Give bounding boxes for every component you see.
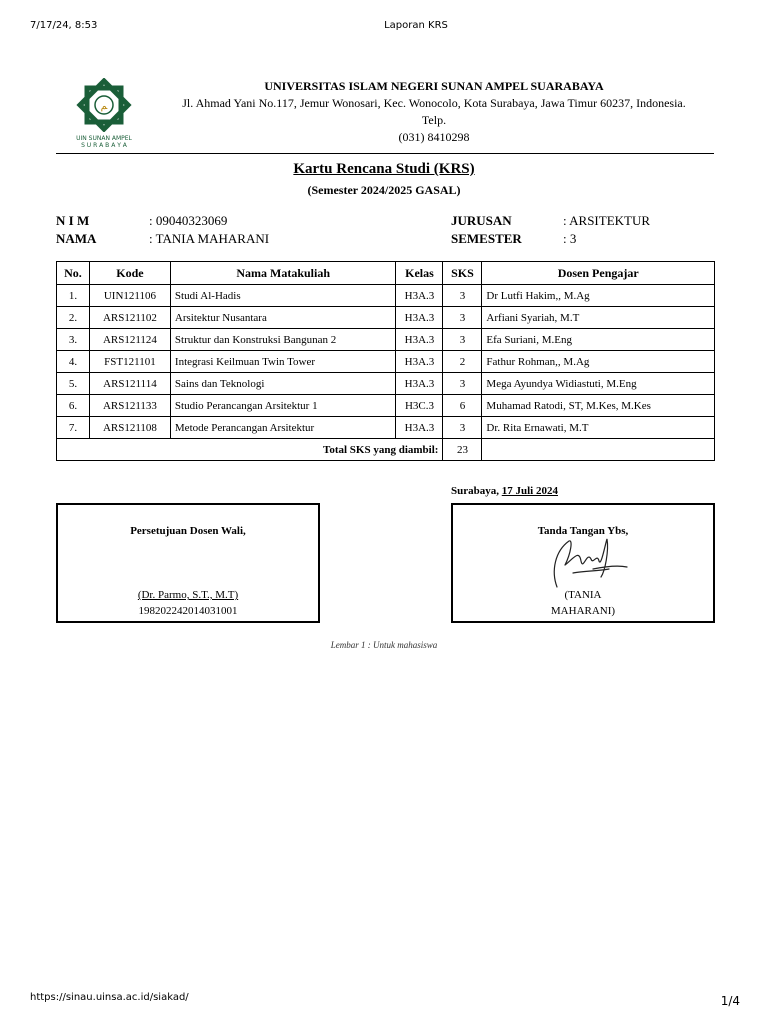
col-header-kelas: Kelas: [396, 262, 443, 285]
letterhead-divider: [56, 153, 714, 154]
total-sks-label: Total SKS yang diambil:: [57, 439, 443, 461]
table-row: [57, 417, 715, 439]
table-row: [57, 307, 715, 329]
advisor-box-title: Persetujuan Dosen Wali,: [130, 525, 246, 537]
cell-no: 1.: [57, 285, 90, 307]
col-header-no: No.: [57, 262, 90, 285]
student-signature-box: [451, 503, 715, 623]
document-subtitle: (Semester 2024/2025 GASAL): [307, 183, 461, 197]
cell-no: 7.: [57, 417, 90, 439]
cell-kode: ARS121114: [89, 373, 170, 395]
cell-sks: 3: [443, 285, 482, 307]
jurusan-value: : ARSITEKTUR: [563, 213, 651, 228]
table-row: [57, 351, 715, 373]
table-row: [57, 373, 715, 395]
cell-dosen: Muhamad Ratodi, ST, M.Kes, M.Kes: [482, 395, 715, 417]
cell-dosen: Fathur Rohman,, M.Ag: [482, 351, 715, 373]
cell-no: 2.: [57, 307, 90, 329]
print-datetime: 7/17/24, 8:53: [30, 20, 98, 31]
table-row: [57, 329, 715, 351]
signing-date: 17 Juli 2024: [501, 485, 558, 497]
university-name: UNIVERSITAS ISLAM NEGERI SUNAN AMPEL SUARABAYA: [264, 79, 604, 93]
cell-dosen: Efa Suriani, M.Eng: [482, 329, 715, 351]
cell-kode: ARS121102: [89, 307, 170, 329]
signing-place: Surabaya,: [451, 485, 499, 497]
logo-text-line1: UIN SUNAN AMPEL: [76, 135, 132, 142]
cell-sks: 2: [443, 351, 482, 373]
semester-value: : 3: [563, 231, 577, 246]
advisor-name: (Dr. Parmo, S.T., M.T): [137, 589, 239, 601]
table-row: [57, 285, 715, 307]
document-title: Kartu Rencana Studi (KRS): [293, 161, 475, 177]
cell-kelas: H3A.3: [396, 351, 443, 373]
cell-no: 4.: [57, 351, 90, 373]
nama-label: NAMA: [56, 231, 97, 246]
total-sks-value: 23: [443, 439, 482, 461]
signature-image: [543, 531, 633, 593]
cell-dosen: Arfiani Syariah, M.T: [482, 307, 715, 329]
student-box-title: Tanda Tangan Ybs,: [537, 525, 629, 537]
cell-dosen: Dr. Rita Ernawati, M.T: [482, 417, 715, 439]
cell-matakuliah: Metode Perancangan Arsitektur: [170, 417, 396, 439]
print-page-number: 1/4: [720, 994, 740, 1008]
cell-kode: ARS121124: [89, 329, 170, 351]
col-header-kode: Kode: [89, 262, 170, 285]
jurusan-label: JURUSAN: [451, 213, 512, 228]
cell-no: 6.: [57, 395, 90, 417]
cell-matakuliah: Struktur dan Konstruksi Bangunan 2: [170, 329, 396, 351]
print-url: https://sinau.uinsa.ac.id/siakad/: [30, 992, 189, 1003]
cell-kelas: H3A.3: [396, 285, 443, 307]
cell-kode: UIN121106: [89, 285, 170, 307]
cell-kode: FST121101: [89, 351, 170, 373]
print-title: Laporan KRS: [384, 20, 448, 31]
nim-value: : 09040323069: [149, 213, 228, 228]
cell-matakuliah: Arsitektur Nusantara: [170, 307, 396, 329]
cell-sks: 3: [443, 417, 482, 439]
student-name-line-1: (TANIA: [564, 589, 602, 601]
cell-sks: 6: [443, 395, 482, 417]
address-line-1: Jl. Ahmad Yani No.117, Jemur Wonosari, Kec. Wonocolo, Kota Surabaya, Jawa Timur 60237, Indonesia. Telp.: [182, 96, 686, 127]
cell-kelas: H3A.3: [396, 417, 443, 439]
advisor-approval-box: [56, 503, 320, 623]
cell-matakuliah: Studi Al-Hadis: [170, 285, 396, 307]
cell-kode: ARS121133: [89, 395, 170, 417]
cell-matakuliah: Integrasi Keilmuan Twin Tower: [170, 351, 396, 373]
cell-no: 3.: [57, 329, 90, 351]
cell-kelas: H3C.3: [396, 395, 443, 417]
cell-no: 5.: [57, 373, 90, 395]
advisor-id: 198202242014031001: [138, 605, 238, 617]
cell-matakuliah: Sains dan Teknologi: [170, 373, 396, 395]
semester-label: SEMESTER: [451, 231, 522, 246]
cell-kelas: H3A.3: [396, 373, 443, 395]
cell-kode: ARS121108: [89, 417, 170, 439]
col-header-dosen: Dosen Pengajar: [482, 262, 715, 285]
cell-dosen: Dr Lutfi Hakim,, M.Ag: [482, 285, 715, 307]
address-line-2: (031) 8410298: [398, 130, 470, 144]
university-logo-icon: [64, 78, 144, 132]
col-header-nama-matakuliah: Nama Matakuliah: [170, 262, 396, 285]
cell-sks: 3: [443, 329, 482, 351]
university-logo: [64, 78, 144, 150]
col-header-sks: SKS: [443, 262, 482, 285]
total-row-empty-cell: [482, 439, 715, 461]
logo-text-line2: S U R A B A Y A: [81, 142, 127, 149]
student-name-line-2: MAHARANI): [550, 605, 616, 617]
nama-value: : TANIA MAHARANI: [149, 231, 270, 246]
sheet-note: Lembar 1 : Untuk mahasiswa: [330, 640, 438, 650]
table-header-row: [57, 262, 715, 285]
svg-text:ﻢ: ﻢ: [100, 101, 108, 112]
table-row: [57, 395, 715, 417]
cell-matakuliah: Studio Perancangan Arsitektur 1: [170, 395, 396, 417]
cell-sks: 3: [443, 373, 482, 395]
nim-label: N I M: [56, 213, 90, 228]
cell-kelas: H3A.3: [396, 307, 443, 329]
university-address: [176, 95, 692, 146]
cell-dosen: Mega Ayundya Widiastuti, M.Eng: [482, 373, 715, 395]
signing-date-line: [451, 485, 558, 497]
cell-kelas: H3A.3: [396, 329, 443, 351]
course-table: [56, 261, 715, 461]
total-row: [57, 439, 715, 461]
cell-sks: 3: [443, 307, 482, 329]
